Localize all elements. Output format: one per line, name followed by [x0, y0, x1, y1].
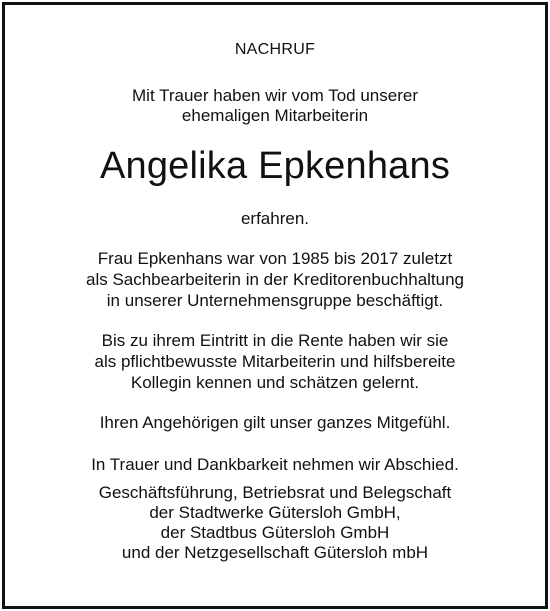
condolence-line: Ihren Angehörigen gilt unser ganzes Mitgefühl.: [99, 413, 451, 432]
career-line-2: als Sachbearbeiterin in der Kreditorenbuchhaltung: [85, 270, 465, 289]
signatory-line-1: Geschäftsführung, Betriebsrat und Belegschaft: [98, 483, 452, 502]
intro-line-1: Mit Trauer haben wir vom Tod unserer: [132, 86, 418, 105]
intro-line-2: ehemaligen Mitarbeiterin: [181, 106, 369, 125]
intro-end: erfahren.: [240, 209, 310, 228]
character-line-1: Bis zu ihrem Eintritt in die Rente haben wir sie: [101, 331, 449, 350]
career-line-1: Frau Epkenhans war von 1985 bis 2017 zuletzt: [97, 249, 453, 268]
signatory-line-4: und der Netzgesellschaft Gütersloh mbH: [121, 543, 429, 562]
signatory-line-3: der Stadtbus Gütersloh GmbH: [160, 523, 390, 542]
career-line-3: in unserer Unternehmensgruppe beschäftigt.: [106, 291, 444, 310]
signatory-line-2: der Stadtwerke Gütersloh GmbH,: [149, 503, 401, 522]
character-line-3: Kollegin kennen und schätzen gelernt.: [130, 373, 420, 392]
farewell-line: In Trauer und Dankbarkeit nehmen wir Abschied.: [91, 455, 459, 474]
character-line-2: als pflichtbewusste Mitarbeiterin und hilfsbereite: [94, 352, 456, 371]
deceased-name: Angelika Epkenhans: [99, 145, 451, 187]
notice-heading: NACHRUF: [234, 41, 316, 58]
